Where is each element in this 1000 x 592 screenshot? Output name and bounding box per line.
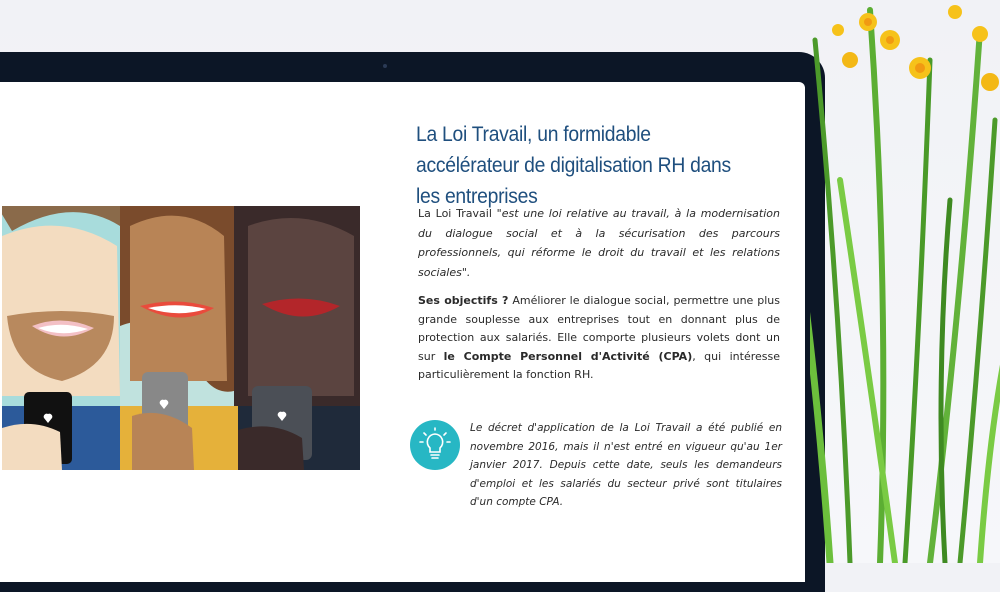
daffodil-plant-decoration bbox=[810, 0, 1000, 563]
cpa-note: Le décret d'application de la Loi Travail a été publié en novembre 2016, mais il n'est entré en vigueur qu'au 1er janvier 2017. Depuis cette date, seuls les demandeurs d'emploi et les salariés du secteur privé sont titulaires d'un compte CPA. bbox=[470, 422, 782, 508]
quote-italic: "est une loi relative au travail, à la modernisation du dialogue social et à la sécurisation des parcours professionnels, qui réforme le droit du travail et les relations sociales". bbox=[418, 207, 780, 279]
objectives-paragraph bbox=[418, 292, 780, 385]
cpa-highlight: le Compte Personnel d'Activité (CPA) bbox=[443, 349, 693, 363]
camera-dot bbox=[383, 64, 387, 68]
quote-prefix: La Loi Travail bbox=[418, 207, 497, 220]
device-screen bbox=[0, 82, 805, 582]
lightbulb-icon bbox=[410, 420, 460, 470]
objectives-text-2: , qui intéresse particulièrement la fonction RH. bbox=[418, 349, 780, 381]
objectives-text-1: Améliorer le dialogue social, permettre une plus grande souplesse aux entreprises tout en donnant plus de protection aux salariés. Elle comporte plusieurs volets dont un sur bbox=[418, 294, 780, 363]
article-title: La Loi Travail, un formidable accélérateur de digitalisation RH dans les entreprises bbox=[416, 123, 731, 208]
people-with-phones-illustration bbox=[2, 206, 360, 470]
loi-travail-definition bbox=[418, 204, 780, 282]
objectives-label: Ses objectifs ? bbox=[418, 294, 509, 307]
